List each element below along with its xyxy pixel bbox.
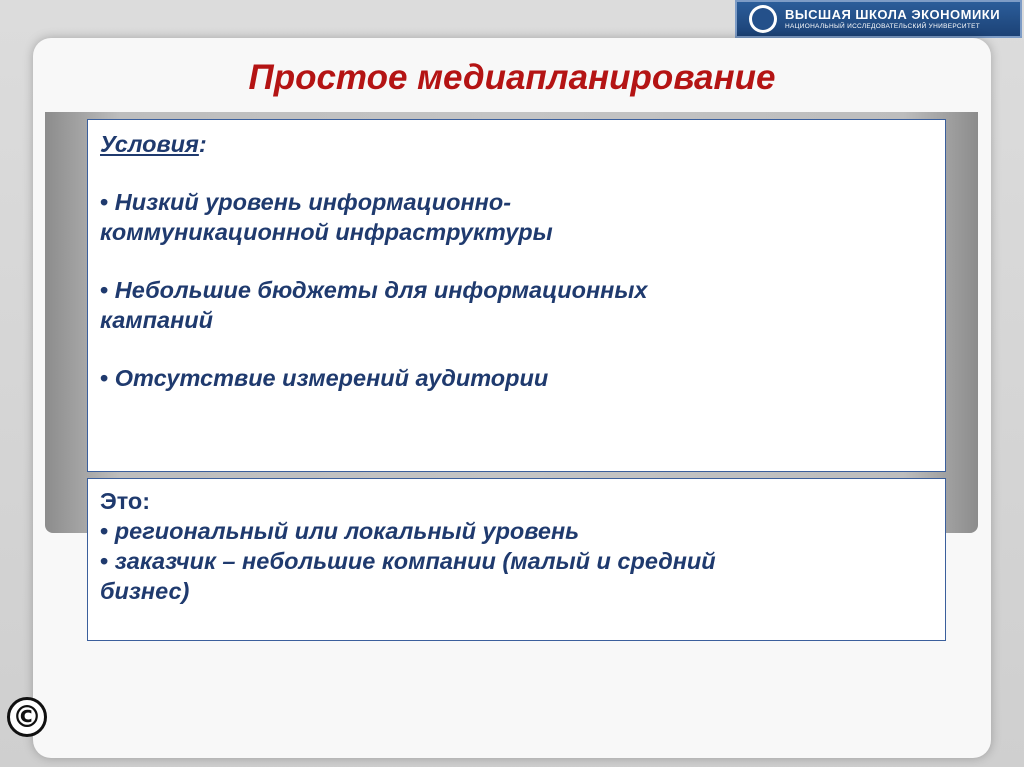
list-item: • заказчик – небольшие компании (малый и средний бизнес) [100, 548, 716, 604]
this-is-box [87, 478, 946, 641]
logo-title: ВЫСШАЯ ШКОЛА ЭКОНОМИКИ [785, 6, 1001, 22]
copyright-icon: © [7, 697, 47, 737]
conditions-colon: : [198, 131, 207, 157]
hse-emblem-icon [749, 5, 777, 33]
logo-subtitle: НАЦИОНАЛЬНЫЙ ИССЛЕДОВАТЕЛЬСКИЙ УНИВЕРСИТЕТ [785, 22, 981, 30]
conditions-box [87, 119, 946, 472]
conditions-heading: Условия [100, 131, 199, 157]
list-item: • региональный или локальный уровень [100, 518, 580, 544]
list-item: • Небольшие бюджеты для информационных кампаний [100, 277, 648, 333]
slide-title: Простое медиапланирование [248, 58, 776, 97]
this-is-heading: Это: [100, 488, 151, 514]
list-item: • Низкий уровень информационно- коммуникационной инфраструктуры [100, 189, 553, 245]
hse-logo [735, 0, 1022, 38]
list-item: • Отсутствие измерений аудитории [100, 365, 549, 391]
